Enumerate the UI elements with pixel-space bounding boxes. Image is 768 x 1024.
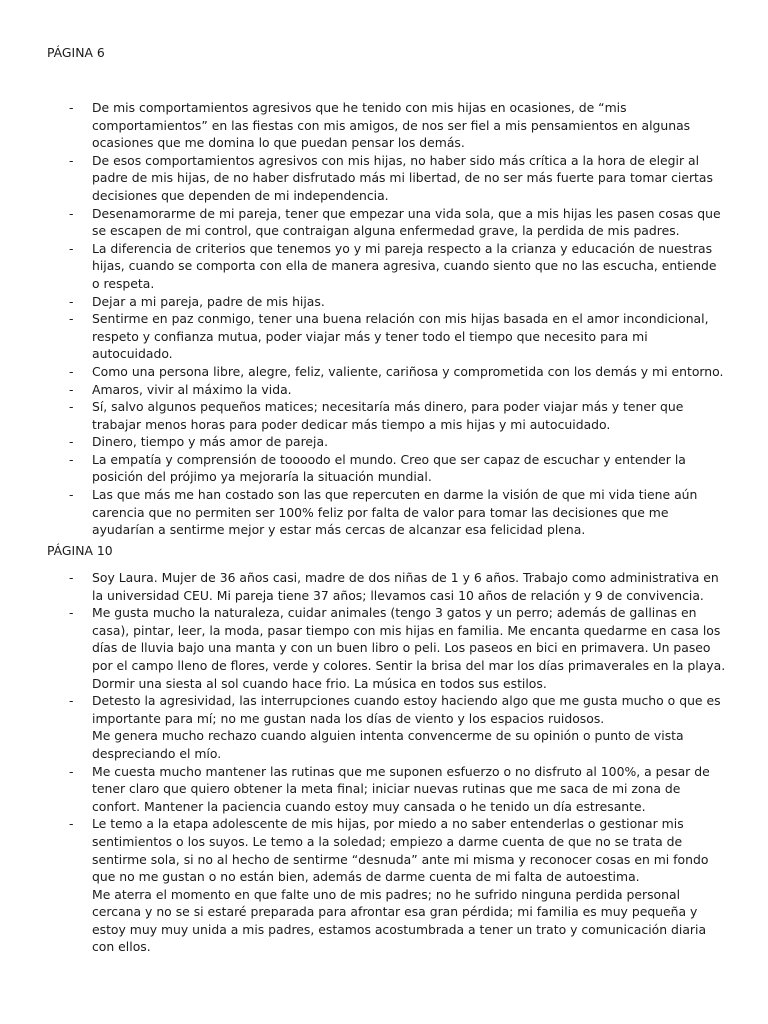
item-text: Detesto la agresividad, las interrupciones cuando estoy haciendo algo que me gusta mucho o que es importante para mí; no me gustan nada los días de viento y los espacios ruidosos. bbox=[92, 693, 721, 726]
item-text: Sentirme en paz conmigo, tener una buena relación con mis hijas basada en el amor incondicional, respeto y confianza mutua, poder viajar más y tener todo el tiempo que necesito para mi autocuidado. bbox=[92, 311, 709, 362]
dash-bullet: - bbox=[69, 816, 74, 832]
item-text: Dinero, tiempo y más amor de pareja. bbox=[92, 434, 329, 450]
list-item bbox=[47, 433, 727, 451]
dash-bullet: - bbox=[69, 152, 74, 168]
item-text: Sí, salvo algunos pequeños matices; necesitaría más dinero, para poder viajar más y tener que trabajar menos horas para poder dedicar más tiempo a mis hijas y mi autocuidado. bbox=[92, 399, 684, 432]
list-item bbox=[47, 293, 727, 311]
list-item bbox=[47, 604, 727, 692]
section-list-pagina-10 bbox=[47, 569, 727, 956]
list-item bbox=[47, 99, 727, 152]
item-text: La diferencia de criterios que tenemos yo y mi pareja respecto a la crianza y educación de nuestras hijas, cuando se comporta con ella de manera agresiva, cuando siento que no las escucha, entiende o respeta. bbox=[92, 240, 717, 291]
list-item bbox=[47, 363, 727, 381]
dash-bullet: - bbox=[69, 487, 74, 503]
item-text: Dejar a mi pareja, padre de mis hijas. bbox=[92, 293, 325, 309]
dash-bullet: - bbox=[69, 451, 74, 467]
item-text: Me gusta mucho la naturaleza, cuidar animales (tengo 3 gatos y un perro; además de gallinas en casa), pintar, leer, la moda, pasar tiempo con mis hijas en familia. Me encanta quedarme en casa los días de lluvia bajo una manta y con un buen libro o peli. Los paseos en bici en primavera. Un paseo por el campo lleno de flores, verde y colores. Sentir la brisa del mar los días primaverales en la playa. Dormir una siesta al sol cuando hace frio. La música en todos sus estilos. bbox=[92, 605, 726, 691]
list-item bbox=[47, 451, 727, 486]
dash-bullet: - bbox=[69, 311, 74, 327]
item-text: De mis comportamientos agresivos que he tenido con mis hijas en ocasiones, de “mis comportamientos” en las fiestas con mis amigos, de nos ser fiel a mis pensamientos en algunas ocasiones que me domina lo que puedan pensar los demás. bbox=[92, 100, 691, 151]
item-text: Me genera mucho rechazo cuando alguien intenta convencerme de su opinión o punto de vista despreciando el mío. bbox=[92, 728, 684, 761]
item-text: La empatía y comprensión de toooodo el mundo. Creo que ser capaz de escuchar y entender la posición del prójimo ya mejoraría la situación mundial. bbox=[92, 451, 686, 485]
section-list-pagina-6 bbox=[47, 99, 727, 539]
list-item bbox=[47, 240, 727, 293]
dash-bullet: - bbox=[69, 693, 74, 709]
list-item bbox=[47, 486, 727, 539]
item-text: Le temo a la etapa adolescente de mis hijas, por miedo a no saber entenderlas o gestionar mis sentimientos o los suyos. Le temo a la soledad; empiezo a darme cuenta de que no se trata de sentirme sola, si no al hecho de sentirme “desnuda” ante mi misma y reconocer cosas en mi fondo que no me gustan o no están bien, además de darme cuenta de mi falta de autoestima. bbox=[92, 816, 709, 885]
dash-bullet: - bbox=[69, 240, 74, 256]
item-text: Me aterra el momento en que falte uno de mis padres; no he sufrido ninguna perdida personal cercana y no se si estaré preparada para afrontar esa gran pérdida; mi familia es muy pequeña y estoy muy muy unida a mis padres, estamos acostumbrada a tener un trato y comunicación diaria con ellos. bbox=[92, 886, 707, 955]
dash-bullet: - bbox=[69, 205, 74, 221]
dash-bullet: - bbox=[69, 570, 74, 585]
item-text: Me cuesta mucho mantener las rutinas que me suponen esfuerzo o no disfruto al 100%, a pesar de tener claro que quiero obtener la meta final; iniciar nuevas rutinas que me saca de mi zona de confort. Mantener la paciencia cuando estoy muy cansada o he tenido un día estresante. bbox=[92, 763, 710, 814]
dash-bullet: - bbox=[69, 381, 74, 397]
dash-bullet: - bbox=[69, 399, 74, 415]
item-text: Como una persona libre, alegre, feliz, valiente, cariñosa y comprometida con los demás y mi entorno. bbox=[92, 363, 724, 379]
list-item bbox=[47, 815, 727, 956]
list-item bbox=[47, 381, 727, 399]
item-text: De esos comportamientos agresivos con mis hijas, no haber sido más crítica a la hora de elegir al padre de mis hijas, de no haber disfrutado más mi libertad, de no ser más fuerte para tomar ciertas decisiones que dependen de mi independencia. bbox=[92, 152, 713, 203]
item-text: Desenamorarme de mi pareja, tener que empezar una vida sola, que a mis hijas les pasen cosas que se escapen de mi control, que contraigan alguna enfermedad grave, la perdida de mis padres. bbox=[92, 205, 721, 239]
list-item bbox=[47, 152, 727, 205]
list-item bbox=[47, 763, 727, 816]
list-item bbox=[47, 398, 727, 433]
dash-bullet: - bbox=[69, 293, 74, 309]
dash-bullet: - bbox=[69, 434, 74, 450]
list-item bbox=[47, 205, 727, 240]
dash-bullet: - bbox=[69, 605, 74, 621]
dash-bullet: - bbox=[69, 363, 74, 379]
item-text: Amaros, vivir al máximo la vida. bbox=[92, 381, 292, 397]
item-text: Las que más me han costado son las que repercuten en darme la visión de que mi vida tiene aún carencia que no permiten ser 100% feliz por falta de valor para tomar las decisiones que me ayudarían a sentirme mejor y estar más cercas de alcanzar esa felicidad plena. bbox=[92, 487, 698, 538]
section-title-pagina-10: PÁGINA 10 bbox=[47, 543, 113, 558]
list-item bbox=[47, 310, 727, 363]
list-item bbox=[47, 569, 727, 604]
section-title-pagina-6: PÁGINA 6 bbox=[47, 45, 105, 60]
dash-bullet: - bbox=[69, 100, 74, 115]
list-item bbox=[47, 692, 727, 762]
dash-bullet: - bbox=[69, 763, 74, 779]
item-text: Soy Laura. Mujer de 36 años casi, madre de dos niñas de 1 y 6 años. Trabajo como administrativa en la universidad CEU. Mi pareja tiene 37 años; llevamos casi 10 años de relación y 9 de convivencia. bbox=[92, 570, 719, 603]
